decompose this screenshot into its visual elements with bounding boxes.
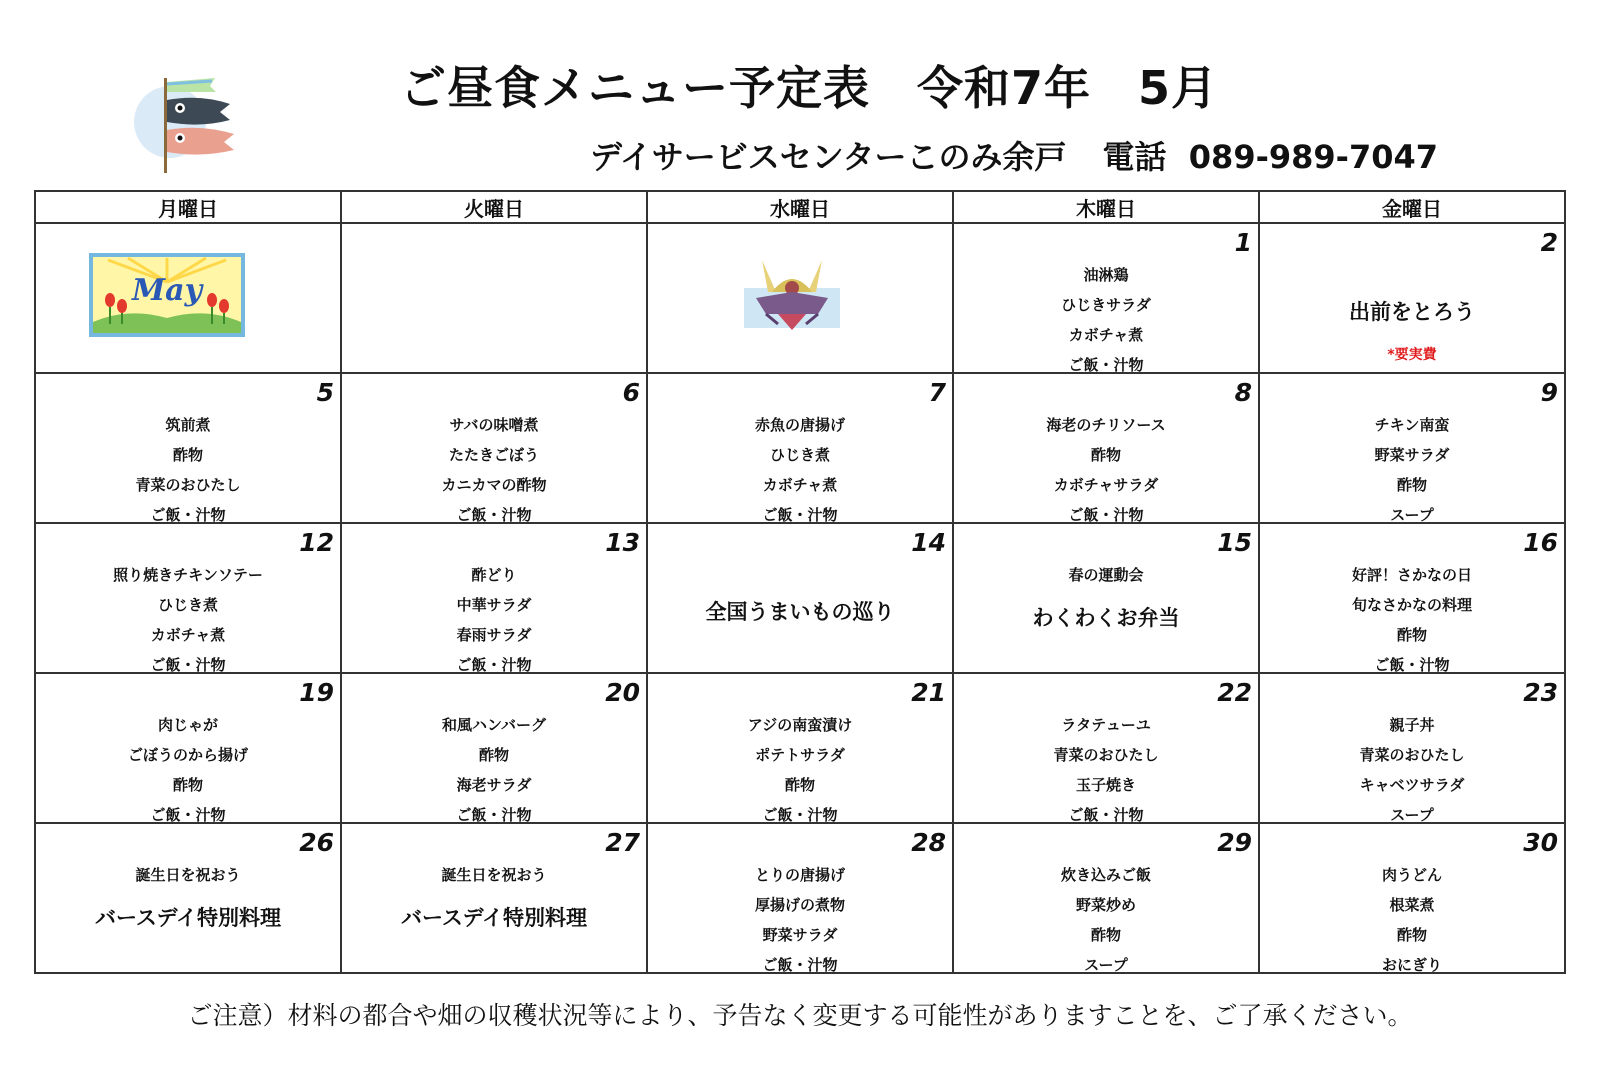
special-menu: 出前をとろう — [1349, 300, 1475, 324]
day-cell — [647, 673, 953, 823]
menu-item: 酢物 — [1090, 926, 1121, 944]
menu-item: ご飯・汁物 — [456, 506, 532, 524]
menu-item: 照り焼きチキンソテー — [113, 566, 263, 584]
day-number: 1 — [1234, 228, 1252, 257]
menu-item: ご飯・汁物 — [150, 656, 226, 674]
menu-item: 野菜サラダ — [1374, 446, 1450, 464]
menu-item: カニカマの酢物 — [441, 476, 547, 494]
menu-item: ひじきサラダ — [1061, 296, 1151, 314]
menu-list — [342, 710, 646, 830]
menu-item: スープ — [1390, 506, 1434, 524]
day-cell — [953, 673, 1259, 823]
menu-item: とりの唐揚げ — [754, 866, 845, 884]
day-number: 30 — [1523, 828, 1558, 857]
day-cell — [35, 673, 341, 823]
kabuto-helmet-illustration — [742, 248, 842, 342]
day-cell — [1259, 523, 1565, 673]
day-cell — [35, 823, 341, 973]
menu-item: ポテトサラダ — [755, 746, 845, 764]
menu-item: 酢物 — [172, 776, 203, 794]
event-menu: バースデイ特別料理 — [94, 906, 282, 930]
day-cell-empty — [35, 223, 341, 373]
phone-label: 電話 — [1102, 138, 1167, 176]
page-title: ご昼食メニュー予定表 令和7年 5月 — [400, 61, 1219, 115]
menu-item: 酢どり — [471, 566, 517, 584]
menu-item: カボチャ煮 — [150, 626, 226, 644]
event-name: 春の運動会 — [1068, 566, 1144, 584]
weekday-header-row — [35, 191, 1565, 223]
day-number: 27 — [605, 828, 640, 857]
day-cell — [647, 373, 953, 523]
day-cell — [953, 223, 1259, 373]
event-name: 誕生日を祝おう — [441, 866, 547, 884]
facility-name: デイサービスセンターこのみ余戸 — [590, 138, 1067, 176]
weekday-monday: 月曜日 — [35, 191, 341, 223]
menu-item: 厚揚げの煮物 — [754, 896, 845, 914]
menu-item: スープ — [1390, 806, 1434, 824]
day-cell — [1259, 823, 1565, 973]
may-card-text: May — [131, 273, 203, 308]
day-number: 14 — [911, 528, 946, 557]
menu-item: 炊き込みご飯 — [1060, 866, 1151, 884]
day-number: 20 — [605, 678, 640, 707]
menu-item: 酢物 — [1396, 626, 1427, 644]
day-cell-empty — [647, 223, 953, 373]
special-menu: 全国うまいもの巡り — [705, 600, 895, 624]
menu-item: 根菜煮 — [1389, 896, 1435, 914]
menu-item: アジの南蛮漬け — [747, 716, 853, 734]
menu-item: 酢物 — [1396, 926, 1427, 944]
menu-list — [648, 710, 952, 830]
day-cell — [35, 373, 341, 523]
menu-item: スープ — [1084, 956, 1128, 974]
menu-item: ごぼうのから揚げ — [127, 746, 248, 764]
menu-list — [1260, 410, 1564, 530]
extra-cost-note: *要実費 — [1387, 347, 1437, 363]
menu-list — [36, 560, 340, 680]
menu-item: 赤魚の唐揚げ — [754, 416, 845, 434]
day-cell — [341, 523, 647, 673]
week-row — [35, 823, 1565, 973]
menu-item: 和風ハンバーグ — [442, 716, 546, 734]
day-number: 26 — [299, 828, 334, 857]
day-number: 8 — [1234, 378, 1252, 407]
event-menu: バースデイ特別料理 — [400, 906, 588, 930]
menu-list — [36, 710, 340, 830]
menu-item: チキン南蛮 — [1374, 416, 1450, 434]
week-row — [35, 523, 1565, 673]
menu-list — [1260, 710, 1564, 830]
day-number: 6 — [622, 378, 640, 407]
menu-item: ご飯・汁物 — [1068, 356, 1144, 374]
menu-item: ご飯・汁物 — [456, 806, 532, 824]
menu-item: ラタテューユ — [1061, 716, 1151, 734]
day-number: 15 — [1217, 528, 1252, 557]
menu-list — [954, 860, 1258, 980]
menu-item: 旬なさかなの料理 — [1351, 596, 1472, 614]
menu-list — [1260, 860, 1564, 980]
weekday-thursday: 木曜日 — [953, 191, 1259, 223]
menu-item: 酢物 — [1396, 476, 1427, 494]
menu-item: ひじき煮 — [157, 596, 218, 614]
menu-item: 海老のチリソース — [1046, 416, 1166, 434]
weekday-wednesday: 水曜日 — [647, 191, 953, 223]
facility-info — [590, 132, 1520, 178]
day-number: 12 — [299, 528, 334, 557]
menu-list — [1260, 560, 1564, 680]
day-cell — [647, 823, 953, 973]
menu-item: ご飯・汁物 — [762, 506, 838, 524]
weekday-friday: 金曜日 — [1259, 191, 1565, 223]
weekday-tuesday: 火曜日 — [341, 191, 647, 223]
menu-list — [954, 260, 1258, 380]
day-number: 21 — [911, 678, 946, 707]
week-row — [35, 673, 1565, 823]
day-number: 19 — [299, 678, 334, 707]
day-number: 23 — [1523, 678, 1558, 707]
menu-item: 青菜のおひたし — [1359, 746, 1465, 764]
day-cell — [341, 823, 647, 973]
menu-item: ご飯・汁物 — [762, 956, 838, 974]
day-number: 22 — [1217, 678, 1252, 707]
week-row — [35, 373, 1565, 523]
day-cell — [1259, 373, 1565, 523]
menu-item: カボチャ煮 — [762, 476, 838, 494]
day-cell — [953, 373, 1259, 523]
day-number: 13 — [605, 528, 640, 557]
week-row — [35, 223, 1565, 373]
may-card-illustration — [88, 252, 246, 342]
menu-list — [342, 560, 646, 680]
footer-note: ご注意）材料の都合や畑の収穫状況等により、予告なく変更する可能性がありますことを、ご了承ください。 — [187, 1001, 1413, 1030]
day-number: 29 — [1217, 828, 1252, 857]
event-menu: わくわくお弁当 — [1032, 606, 1180, 630]
event-name: 誕生日を祝おう — [135, 866, 241, 884]
menu-list — [36, 410, 340, 530]
day-number: 7 — [928, 378, 946, 407]
phone-number: 089-989-7047 — [1188, 138, 1438, 176]
menu-item: カボチャサラダ — [1053, 476, 1159, 494]
day-cell — [35, 523, 341, 673]
menu-item: 好評！さかなの日 — [1351, 566, 1472, 584]
menu-item: 海老サラダ — [456, 776, 532, 794]
menu-item: おにぎり — [1381, 956, 1442, 974]
menu-item: 野菜サラダ — [762, 926, 838, 944]
day-number: 5 — [316, 378, 334, 407]
menu-item: 春雨サラダ — [456, 626, 532, 644]
menu-item: 酢物 — [172, 446, 203, 464]
menu-item: 青菜のおひたし — [135, 476, 241, 494]
menu-item: サバの味噌煮 — [449, 416, 539, 434]
day-cell — [647, 523, 953, 673]
day-cell — [341, 373, 647, 523]
menu-item: 酢物 — [1090, 446, 1121, 464]
menu-list — [648, 410, 952, 530]
menu-item: 中華サラダ — [456, 596, 532, 614]
menu-item: 野菜炒め — [1075, 896, 1136, 914]
day-cell-empty — [341, 223, 647, 373]
menu-item: キャベツサラダ — [1359, 776, 1465, 794]
menu-item: 親子丼 — [1389, 716, 1435, 734]
menu-item: ご飯・汁物 — [1068, 806, 1144, 824]
day-number: 9 — [1540, 378, 1558, 407]
menu-item: 酢物 — [478, 746, 509, 764]
menu-list — [342, 410, 646, 530]
menu-item: 玉子焼き — [1075, 776, 1136, 794]
menu-list — [954, 410, 1258, 530]
menu-item: ご飯・汁物 — [456, 656, 532, 674]
menu-item: ご飯・汁物 — [1068, 506, 1144, 524]
menu-item: たたきごぼう — [448, 446, 539, 464]
menu-item: 肉うどん — [1381, 866, 1442, 884]
day-cell — [1259, 223, 1565, 373]
day-cell — [341, 673, 647, 823]
menu-item: ご飯・汁物 — [762, 806, 838, 824]
menu-item: 青菜のおひたし — [1053, 746, 1159, 764]
menu-list — [954, 710, 1258, 830]
menu-list — [648, 860, 952, 980]
day-number: 28 — [911, 828, 946, 857]
menu-item: ご飯・汁物 — [1374, 656, 1450, 674]
menu-calendar — [34, 190, 1566, 974]
menu-item: ひじき煮 — [769, 446, 830, 464]
day-number: 2 — [1540, 228, 1558, 257]
day-cell — [953, 523, 1259, 673]
menu-item: 酢物 — [784, 776, 815, 794]
menu-item: カボチャ煮 — [1068, 326, 1144, 344]
day-cell — [953, 823, 1259, 973]
menu-item: ご飯・汁物 — [150, 506, 226, 524]
menu-item: ご飯・汁物 — [150, 806, 226, 824]
menu-item: 肉じゃが — [157, 716, 218, 734]
menu-item: 油淋鶏 — [1083, 266, 1129, 284]
day-number: 16 — [1523, 528, 1558, 557]
koinobori-illustration — [130, 70, 250, 180]
day-cell — [1259, 673, 1565, 823]
menu-item: 筑前煮 — [165, 416, 211, 434]
